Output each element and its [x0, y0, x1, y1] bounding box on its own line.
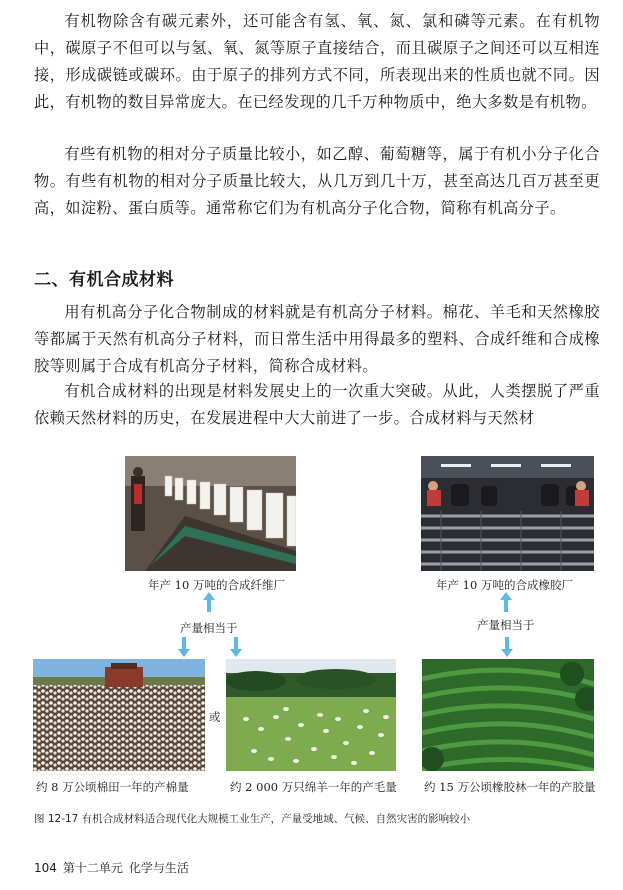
caption-cotton: 约 8 万公顷棉田一年的产棉量 [36, 780, 189, 794]
cotton-field-photo [33, 659, 205, 771]
rubber-forest-photo [422, 659, 594, 771]
down-arrow-icon [178, 637, 190, 657]
down-arrow-icon [230, 637, 242, 657]
paragraph-synthetic-breakthrough: 有机合成材料的出现是材料发展史上的一次重大突破。从此，人类摆脱了严重依赖天然材料的历史，在发展进程中大大前进了一步。合成材料与天然材 [34, 382, 600, 427]
caption-rubber-factory: 年产 10 万吨的合成橡胶厂 [436, 578, 573, 592]
rubber-factory-photo [421, 456, 594, 571]
up-arrow-icon [500, 592, 512, 612]
fiber-factory-photo [125, 456, 296, 571]
sheep-pasture-photo [226, 659, 396, 771]
equivalent-label-right: 产量相当于 [477, 618, 535, 632]
up-arrow-icon [203, 592, 215, 612]
page-number: 104 [34, 861, 57, 875]
chapter-label: 化学与生活 [128, 861, 189, 875]
down-arrow-icon [501, 637, 513, 657]
paragraph-organic-molecules: 有些有机物的相对分子质量比较小，如乙醇、葡萄糖等，属于有机小分子化合物。有些有机物的相对分子质量比较大，从几万到几十万，甚至高达几百万甚至更高，如淀粉、蛋白质等。通常称它们为有机高分子化合物，简称有机高分子。 [34, 145, 600, 217]
page-footer [34, 859, 195, 876]
equivalent-label-left: 产量相当于 [180, 621, 238, 635]
caption-sheep: 约 2 000 万只绵羊一年的产毛量 [230, 780, 397, 794]
or-label: 或 [209, 710, 221, 724]
figure-caption: 图 12-17 有机合成材料适合现代化大规模工业生产，产量受地域、气候、自然灾害的影响较小 [34, 813, 471, 825]
section-heading: 二、有机合成材料 [34, 270, 174, 290]
caption-fiber-factory: 年产 10 万吨的合成纤维厂 [148, 578, 285, 592]
caption-rubber-forest: 约 15 万公顷橡胶林一年的产胶量 [424, 780, 596, 794]
unit-label: 第十二单元 [62, 861, 123, 875]
paragraph-organic-elements: 有机物除含有碳元素外，还可能含有氢、氧、氮、氯和磷等元素。在有机物中，碳原子不但可以与氢、氧、氮等原子直接结合，而且碳原子之间还可以互相连接，形成碳链或碳环。由于原子的排列方式不同，所表现出来的性质也就不同。因此，有机物的数目异常庞大。在已经发现的几千万种物质中，绝大多数是有机物。 [34, 12, 600, 111]
paragraph-polymer-materials: 用有机高分子化合物制成的材料就是有机高分子材料。棉花、羊毛和天然橡胶等都属于天然有机高分子材料，而日常生活中用得最多的塑料、合成纤维和合成橡胶等则属于合成有机高分子材料，简称合成材料。 [34, 303, 600, 375]
